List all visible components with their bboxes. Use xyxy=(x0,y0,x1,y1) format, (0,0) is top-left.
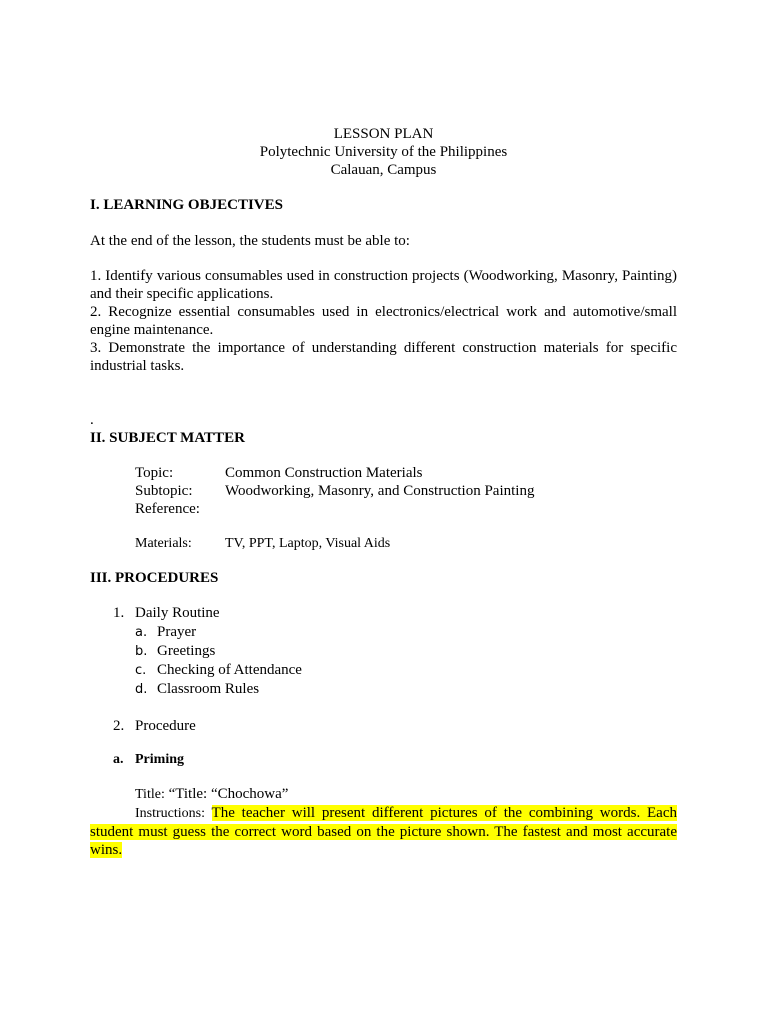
procedures-list xyxy=(90,604,677,859)
university-name: Polytechnic University of the Philippines xyxy=(259,144,508,160)
instructions-label: Instructions: xyxy=(135,806,205,821)
list-item xyxy=(90,642,677,661)
list-letter: b. xyxy=(135,644,148,659)
materials-value: TV, PPT, Laptop, Visual Aids xyxy=(225,536,391,551)
objectives-intro: At the end of the lesson, the students must be able to: xyxy=(90,233,410,249)
title-value: “Title: “Chochowa” xyxy=(164,786,289,802)
daily-routine-label: Daily Routine xyxy=(135,605,220,621)
subtopic-value: Woodworking, Masonry, and Construction Painting xyxy=(225,483,535,499)
objective-1: 1. Identify various consumables used in construction projects (Woodworking, Masonry, Painting) and their specific applications. xyxy=(90,268,677,302)
priming-title-line xyxy=(90,785,677,804)
daily-routine-item xyxy=(90,604,677,622)
topic-label: Topic: xyxy=(135,465,174,481)
learning-objectives-heading: I. LEARNING OBJECTIVES xyxy=(90,197,283,213)
campus-name: Calauan, Campus xyxy=(330,162,437,178)
objectives-list xyxy=(90,267,677,375)
list-item-text: Greetings xyxy=(157,643,216,659)
procedures-heading: III. PROCEDURES xyxy=(90,570,219,586)
document-header xyxy=(90,125,677,179)
subtopic-row xyxy=(135,482,677,500)
title-label: Title: xyxy=(135,787,165,802)
priming-instructions xyxy=(90,804,677,859)
subtopic-label: Subtopic: xyxy=(135,483,193,499)
instructions-text: The teacher will present different pictures of the combining words. Each student must guess the correct word based on the picture shown. The fastest and most accurate wins. xyxy=(90,805,677,858)
list-item xyxy=(90,661,677,680)
topic-value: Common Construction Materials xyxy=(225,465,423,481)
item-number: 2. xyxy=(113,718,125,734)
materials-row xyxy=(135,535,677,553)
reference-row xyxy=(135,500,677,518)
subject-matter-heading: II. SUBJECT MATTER xyxy=(90,430,245,446)
list-item xyxy=(90,680,677,699)
stray-period: . xyxy=(90,412,94,428)
objective-3: 3. Demonstrate the importance of understanding different construction materials for specific industrial tasks. xyxy=(90,340,677,374)
objective-2: 2. Recognize essential consumables used in electronics/electrical work and automotive/small engine maintenance. xyxy=(90,304,677,338)
priming-label: Priming xyxy=(135,752,184,767)
list-letter: a. xyxy=(135,625,148,640)
priming-letter: a. xyxy=(113,752,124,767)
reference-label: Reference: xyxy=(135,501,200,517)
procedure-label: Procedure xyxy=(135,718,196,734)
procedure-item xyxy=(90,717,677,735)
list-item-text: Classroom Rules xyxy=(157,681,260,697)
list-item-text: Checking of Attendance xyxy=(157,662,302,678)
daily-routine-list xyxy=(90,623,677,699)
doc-title: LESSON PLAN xyxy=(333,126,434,142)
item-number: 1. xyxy=(113,605,125,621)
topic-row xyxy=(135,464,677,482)
list-letter: c. xyxy=(135,663,147,678)
list-item-text: Prayer xyxy=(157,624,197,640)
materials-label: Materials: xyxy=(135,536,192,551)
priming-item xyxy=(90,751,677,769)
subject-matter-details xyxy=(90,464,677,553)
list-letter: d. xyxy=(135,682,148,697)
list-item xyxy=(90,623,677,642)
priming-details xyxy=(90,785,677,859)
lesson-plan-document xyxy=(90,125,677,859)
